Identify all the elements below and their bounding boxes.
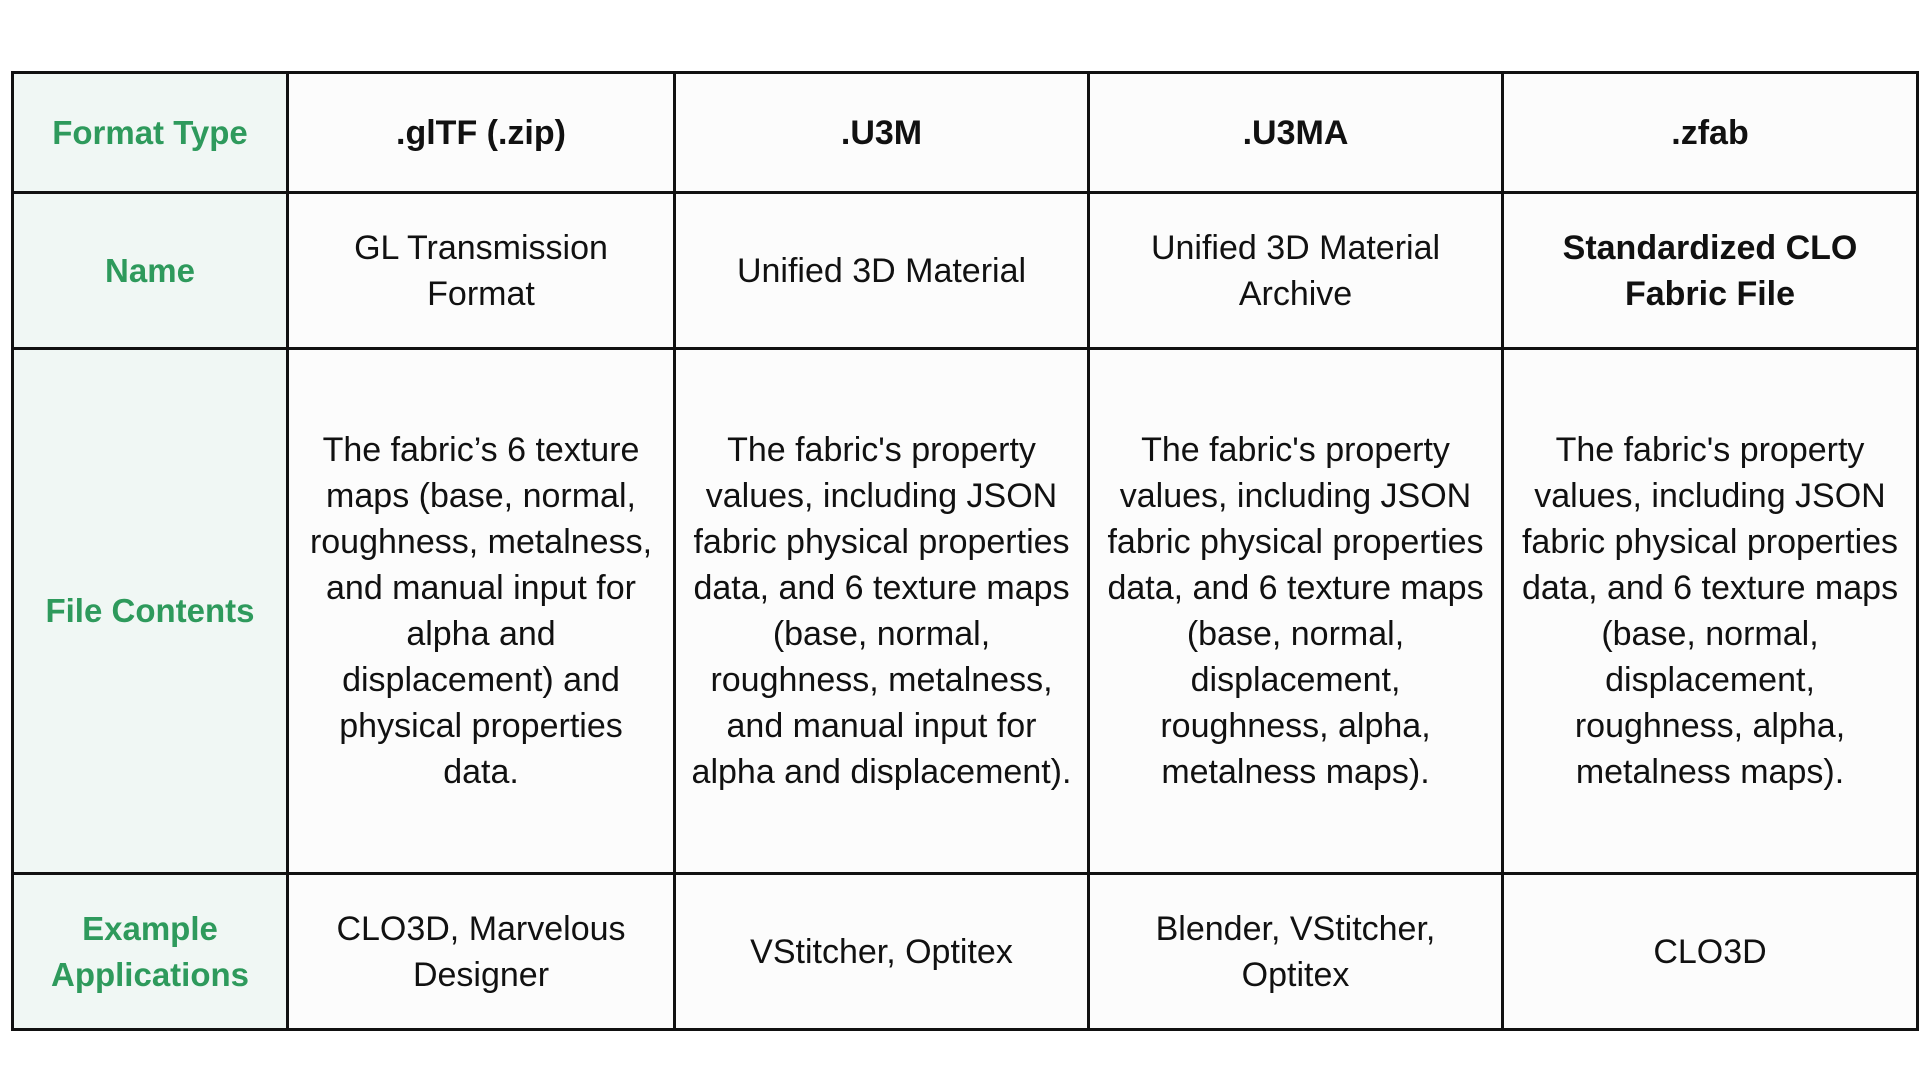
contents-zfab: The fabric's property values, including JSON fabric physical properties data, and 6 texture maps (base, normal, displacement, roughness, alpha, metalness maps).	[1503, 349, 1918, 874]
format-zfab: .zfab	[1503, 73, 1918, 193]
format-comparison-table-wrapper	[11, 71, 1916, 1031]
name-zfab: Standardized CLO Fabric File	[1503, 193, 1918, 349]
name-u3ma: Unified 3D Material Archive	[1089, 193, 1503, 349]
apps-gltf: CLO3D, Marvelous Designer	[288, 874, 675, 1030]
apps-u3m: VStitcher, Optitex	[675, 874, 1089, 1030]
name-gltf: GL Transmission Format	[288, 193, 675, 349]
apps-zfab: CLO3D	[1503, 874, 1918, 1030]
table-row-file-contents	[13, 349, 1918, 874]
table-row-example-applications	[13, 874, 1918, 1030]
row-header-file-contents: File Contents	[13, 349, 288, 874]
format-u3m: .U3M	[675, 73, 1089, 193]
contents-gltf: The fabric’s 6 texture maps (base, normal, roughness, metalness, and manual input for alpha and displacement) and physical properties data.	[288, 349, 675, 874]
row-header-name: Name	[13, 193, 288, 349]
contents-u3m: The fabric's property values, including JSON fabric physical properties data, and 6 texture maps (base, normal, roughness, metalness, and manual input for alpha and displacement).	[675, 349, 1089, 874]
name-u3m: Unified 3D Material	[675, 193, 1089, 349]
row-header-format-type: Format Type	[13, 73, 288, 193]
row-header-example-applications: Example Applications	[13, 874, 288, 1030]
apps-u3ma: Blender, VStitcher, Optitex	[1089, 874, 1503, 1030]
format-u3ma: .U3MA	[1089, 73, 1503, 193]
table-row-format-type	[13, 73, 1918, 193]
table-row-name	[13, 193, 1918, 349]
format-gltf: .glTF (.zip)	[288, 73, 675, 193]
contents-u3ma: The fabric's property values, including JSON fabric physical properties data, and 6 texture maps (base, normal, displacement, roughness, alpha, metalness maps).	[1089, 349, 1503, 874]
format-comparison-table	[11, 71, 1919, 1031]
